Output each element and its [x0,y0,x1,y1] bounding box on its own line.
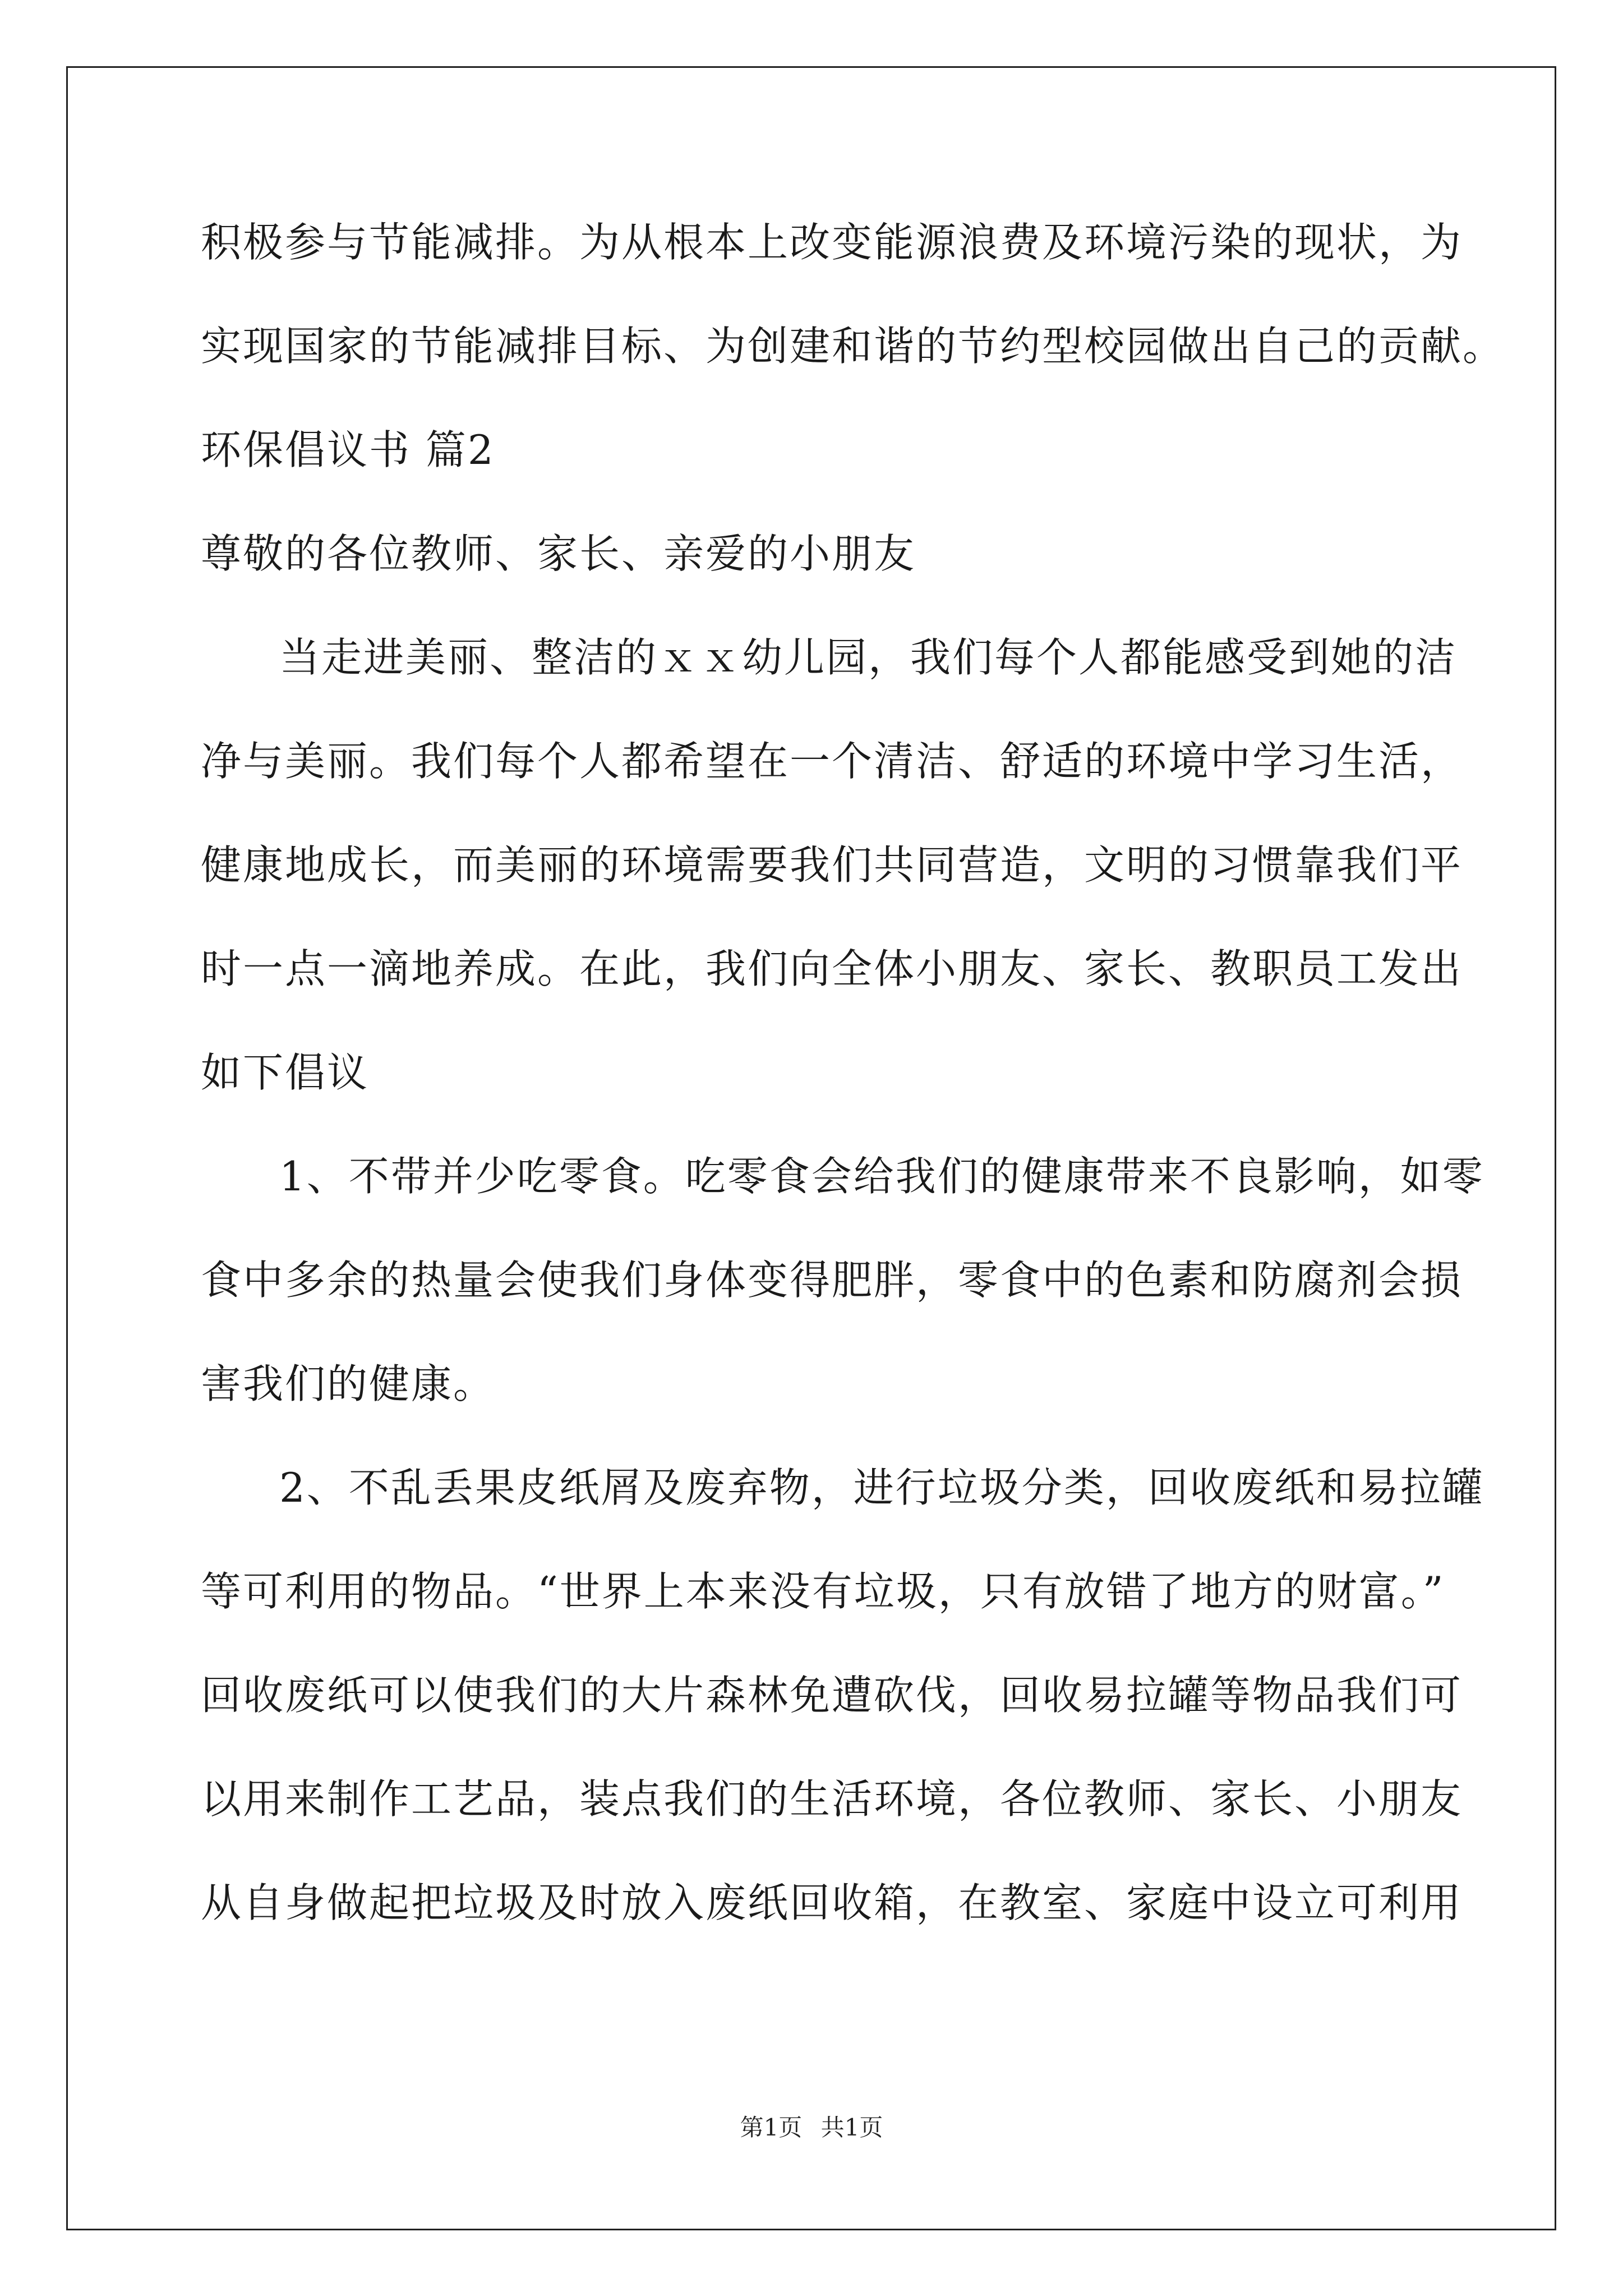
list-item-line: 2、不乱丢果皮纸屑及废弃物，进行垃圾分类，回收废纸和易拉罐 [279,1464,1484,1511]
section-heading: 环保倡议书 篇2 [201,426,495,473]
body-line: 健康地成长，而美丽的环境需要我们共同营造，文明的习惯靠我们平 [201,841,1463,889]
body-line: 当走进美丽、整洁的ｘｘ幼儿园，我们每个人都能感受到她的洁 [279,634,1458,681]
body-line: 害我们的健康。 [201,1360,496,1407]
body-line: 食中多余的热量会使我们身体变得肥胖，零食中的色素和防腐剂会损 [201,1257,1463,1304]
body-line: 等可利用的物品。“世界上本来没有垃圾，只有放错了地方的财富。” [201,1568,1445,1615]
body-line: 从自身做起把垃圾及时放入废纸回收箱，在教室、家庭中设立可利用 [201,1879,1463,1926]
body-line: 净与美丽。我们每个人都希望在一个清洁、舒适的环境中学习生活， [201,738,1463,785]
page-footer [0,2109,1623,2143]
list-item-line: 1、不带并少吃零食。吃零食会给我们的健康带来不良影响，如零 [279,1153,1484,1200]
body-line: 如下倡议 [201,1049,370,1096]
page-number: 第1页 [740,2114,803,2141]
body-line: 实现国家的节能减排目标、为创建和谐的节约型校园做出自己的贡献。 [201,323,1505,370]
document-body [201,191,1505,1955]
body-line: 回收废纸可以使我们的大片森林免遭砍伐，回收易拉罐等物品我们可 [201,1672,1463,1719]
body-line: 时一点一滴地养成。在此，我们向全体小朋友、家长、教职员工发出 [201,945,1463,992]
page-total: 共1页 [820,2114,883,2141]
salutation: 尊敬的各位教师、家长、亲爱的小朋友 [201,530,916,577]
body-line: 以用来制作工艺品，装点我们的生活环境，各位教师、家长、小朋友 [201,1775,1463,1823]
body-line: 积极参与节能减排。为从根本上改变能源浪费及环境污染的现状，为 [201,219,1463,266]
